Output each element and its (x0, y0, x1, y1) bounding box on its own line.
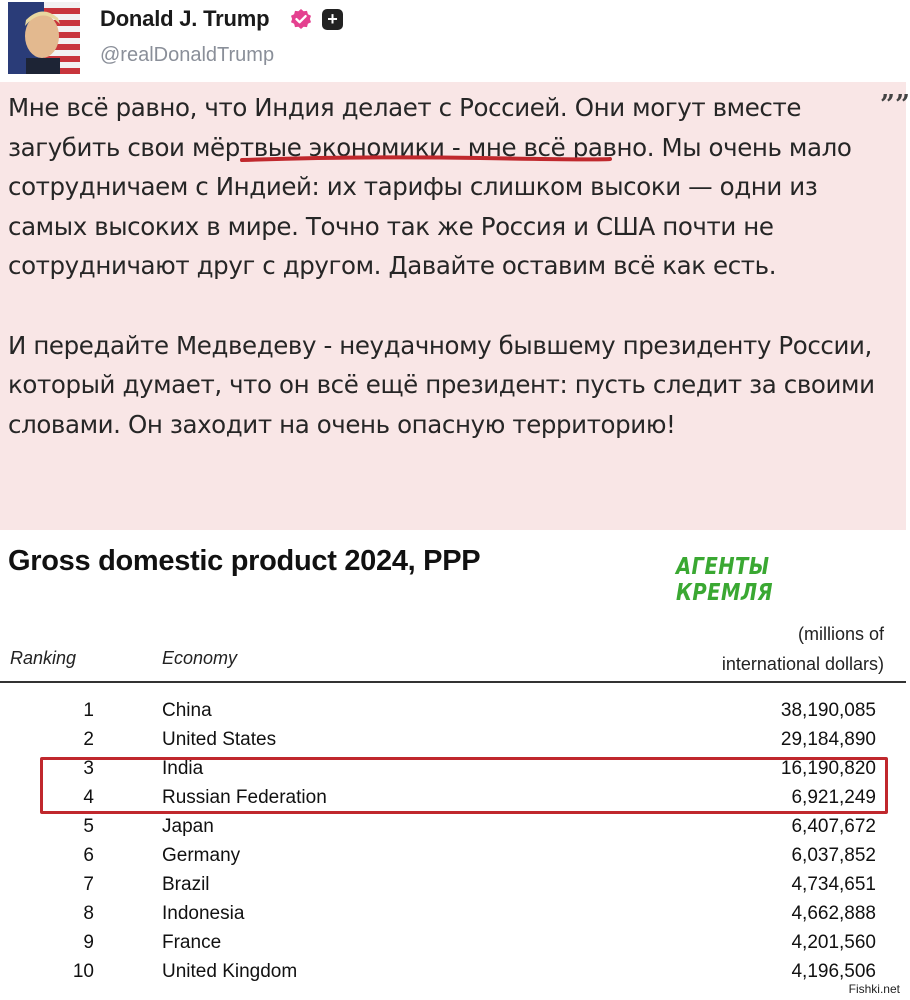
row-value: 6,921,249 (791, 787, 876, 808)
row-rank: 8 (83, 903, 94, 924)
column-header-unit (722, 619, 884, 679)
quote-mark-icon: ”” (880, 90, 910, 120)
author-name[interactable]: Donald J. Trump (100, 6, 270, 31)
table-row (0, 700, 906, 729)
table-row (0, 874, 906, 903)
quote-block (0, 82, 910, 530)
row-rank: 5 (83, 816, 94, 837)
watermark: Fishki.net (848, 982, 900, 996)
row-rank: 4 (83, 787, 94, 808)
row-value: 6,407,672 (791, 816, 876, 837)
quote-text (8, 88, 878, 444)
table-title: Gross domestic product 2024, PPP (8, 545, 481, 577)
column-header-unit-line2: international dollars) (721, 654, 884, 674)
table-header-rule (0, 681, 906, 683)
column-header-economy: Economy (162, 648, 238, 668)
avatar[interactable] (8, 2, 80, 74)
table-row (0, 729, 906, 758)
row-rank: 2 (83, 729, 94, 750)
table-row (0, 903, 906, 932)
row-rank: 10 (72, 961, 94, 982)
row-value: 38,190,085 (780, 700, 876, 721)
row-value: 29,184,890 (780, 729, 876, 750)
row-value: 4,196,506 (791, 961, 876, 982)
row-value: 6,037,852 (791, 845, 876, 866)
quote-paragraph-1: Мне всё равно, что Индия делает с Россией. Они могут вместе загубить свои мёртвые экономики - мне всё равно. Мы очень мало сотрудничаем с Индией: их тарифы слишком высоки — одни из самых высоких в мире. Точно так же Россия и США почти не сотрудничают друг с другом. Давайте оставим всё как есть. (8, 93, 852, 281)
row-rank: 7 (83, 874, 94, 895)
row-value: 4,201,560 (791, 932, 876, 953)
row-economy: China (162, 700, 212, 721)
row-rank: 9 (83, 932, 94, 953)
plus-icon[interactable]: + (322, 9, 343, 30)
row-economy: Brazil (162, 874, 210, 895)
row-economy: Russian Federation (162, 787, 327, 808)
row-rank: 6 (83, 845, 94, 866)
table-row (0, 961, 906, 990)
quote-paragraph-2: И передайте Медведеву - неудачному бывшему президенту России, который думает, что он всё ещё президент: пусть следит за своими словами. Он заходит на очень опасную территорию! (8, 330, 875, 439)
row-economy: France (162, 932, 222, 953)
row-rank: 3 (83, 758, 94, 779)
row-rank: 1 (83, 700, 94, 721)
column-header-ranking: Ranking (10, 648, 77, 668)
table-row (0, 845, 906, 874)
row-economy: United Kingdom (162, 961, 298, 982)
row-economy: United States (162, 729, 277, 750)
stamp-text: АГЕНТЫ КРЕМЛЯ (676, 554, 773, 606)
row-economy: Japan (162, 816, 214, 837)
row-value: 4,662,888 (791, 903, 876, 924)
row-economy: Germany (162, 845, 241, 866)
row-economy: India (162, 758, 204, 779)
table-row (0, 816, 906, 845)
red-underline-mark (240, 154, 612, 164)
table-row (0, 932, 906, 961)
avatar-flag-portrait (8, 2, 80, 74)
highlight-box-india-russia (40, 757, 888, 814)
column-header-unit-line1: (millions of (797, 624, 884, 644)
post-header (0, 0, 906, 82)
author-handle[interactable]: @realDonaldTrump (100, 44, 275, 66)
verified-badge-icon (289, 8, 313, 32)
row-value: 4,734,651 (791, 874, 876, 895)
row-economy: Indonesia (162, 903, 245, 924)
row-value: 16,190,820 (780, 758, 876, 779)
